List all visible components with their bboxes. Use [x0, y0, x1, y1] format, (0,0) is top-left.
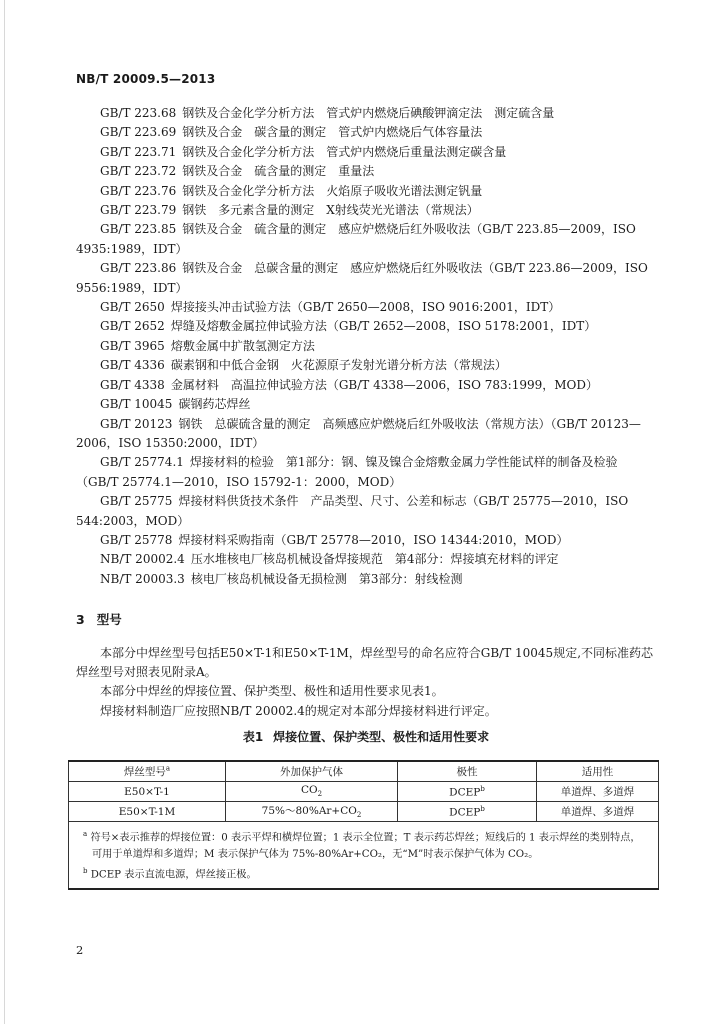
reference-item: [76, 123, 656, 142]
reference-code: GB/T 223.86: [100, 261, 177, 276]
header-cell-usage: 适用性: [537, 761, 659, 782]
standard-header: NB/T 20009.5—2013: [76, 72, 216, 86]
section-number: 3: [76, 612, 85, 627]
reference-item: [76, 201, 656, 220]
cell-gas: $CO_2$: [226, 782, 398, 802]
cell-polarity: DCEP$^b$: [398, 782, 537, 802]
table-notes-row: [69, 822, 659, 889]
table-note: [83, 826, 650, 863]
reference-list: [76, 104, 656, 589]
reference-item: [76, 531, 656, 550]
reference-code: GB/T 25774.1: [100, 455, 184, 470]
reference-code: GB/T 2650: [100, 300, 165, 315]
reference-title: 焊接接头冲击试验方法（GB/T 2650—2008，ISO 9016:2001，IDT）: [170, 300, 561, 315]
reference-item: [76, 550, 656, 569]
reference-item: [76, 104, 656, 123]
reference-code: GB/T 223.68: [100, 106, 177, 120]
reference-item: [76, 220, 656, 259]
reference-title: 钢铁及合金 硫含量的测定 感应炉燃烧后红外吸收法（GB/T 223.85—2009，ISO 4935:1989，IDT）: [76, 222, 636, 256]
requirements-table: [68, 760, 659, 890]
reference-item: [76, 395, 656, 414]
reference-code: GB/T 223.69: [100, 125, 177, 140]
reference-code: NB/T 20003.3: [100, 571, 185, 586]
reference-title: 焊接材料供货技术条件 产品类型、尺寸、公差和标志（GB/T 25775—2010，ISO 544:2003，MOD）: [76, 494, 629, 528]
reference-code: GB/T 25775: [100, 494, 173, 509]
note-text: 符号×表示推荐的焊接位置：0 表示平焊和横焊位置；1 表示全位置；T 表示药芯焊丝；短线后的 1 表示焊丝的类别特点，可用于单道焊和多道焊；M 表示保护气体为 75%-80%Ar+CO₂，无“M”时表示保护气体为 CO₂。: [90, 832, 641, 861]
header-cell-model: 焊丝型号$^a$: [69, 761, 226, 782]
reference-title: 焊接材料采购指南（GB/T 25778—2010，ISO 14344:2010，MOD）: [178, 532, 569, 547]
reference-item: [76, 570, 656, 589]
reference-item: [76, 356, 656, 375]
reference-item: [76, 143, 656, 162]
cell-model: E50×T-1M: [69, 802, 226, 822]
reference-item: [76, 453, 656, 492]
reference-title: 核电厂核岛机械设备无损检测 第3部分：射线检测: [190, 571, 463, 586]
reference-item: [76, 162, 656, 181]
reference-title: 压水堆核电厂核岛机械设备焊接规范 第4部分：焊接填充材料的评定: [190, 552, 559, 567]
table-notes: [69, 822, 659, 889]
body-paragraph: 本部分中焊丝的焊接位置、保护类型、极性和适用性要求见表1。: [100, 684, 444, 699]
reference-title: 碳素钢和中低合金钢 火花源原子发射光谱分析方法（常规法）: [170, 358, 507, 373]
reference-title: 焊缝及熔敷金属拉伸试验方法（GB/T 2652—2008，ISO 5178:2001，IDT）: [170, 319, 597, 334]
footnote-mark: a: [165, 764, 171, 773]
table-caption-text: 焊接位置、保护类型、极性和适用性要求: [273, 730, 490, 744]
reference-code: GB/T 223.76: [100, 183, 177, 198]
reference-code: GB/T 223.71: [100, 144, 177, 159]
reference-code: GB/T 223.72: [100, 164, 177, 179]
reference-item: [76, 259, 656, 298]
reference-code: GB/T 223.85: [100, 222, 177, 237]
reference-title: 钢铁及合金 碳含量的测定 管式炉内燃烧后气体容量法: [182, 125, 483, 140]
cell-gas: $75\%\sim 80\%Ar+CO_2$: [226, 802, 398, 822]
cell-polarity: DCEP$^b$: [398, 802, 537, 822]
table-row: [69, 782, 659, 802]
reference-title: 钢铁及合金化学分析方法 管式炉内燃烧后重量法测定碳含量: [182, 144, 507, 159]
reference-title: 金属材料 高温拉伸试验方法（GB/T 4338—2006，ISO 783:1999，MOD）: [170, 377, 599, 392]
reference-item: [76, 415, 656, 454]
section-title: 型号: [96, 612, 122, 627]
reference-title: 钢铁 多元素含量的测定 X射线荧光光谱法（常规法）: [182, 203, 479, 218]
reference-code: GB/T 223.79: [100, 203, 177, 218]
table-caption: [76, 728, 656, 745]
cell-usage: 单道焊、多道焊: [537, 782, 659, 802]
body-paragraph: 本部分中焊丝型号包括E50×T-1和E50×T-1M，焊丝型号的命名应符合GB/T 10045规定,不同标准药芯焊丝型号对照表见附录A。: [76, 646, 654, 680]
reference-code: GB/T 25778: [100, 532, 173, 547]
cell-usage: 单道焊、多道焊: [537, 802, 659, 822]
reference-code: GB/T 3965: [100, 338, 165, 353]
reference-item: [76, 337, 656, 356]
body-paragraph: 焊接材料制造厂应按照NB/T 20002.4的规定对本部分焊接材料进行评定。: [100, 703, 497, 718]
scan-edge: [4, 0, 5, 1024]
reference-item: [76, 492, 656, 531]
note-text: DCEP 表示直流电源，焊丝接正极。: [90, 869, 257, 881]
reference-code: GB/T 4338: [100, 377, 165, 392]
reference-title: 焊接材料的检验 第1部分：钢、镍及镍合金熔敷金属力学性能试样的制备及检验（GB/T 25774.1—2010，ISO 15792-1：2000，MOD）: [76, 455, 618, 489]
reference-title: 熔敷金属中扩散氢测定方法: [170, 338, 315, 353]
table-row: [69, 802, 659, 822]
header-cell-gas: 外加保护气体: [226, 761, 398, 782]
table-number: 表1: [242, 730, 264, 744]
reference-code: GB/T 2652: [100, 319, 165, 334]
page-number: 2: [76, 943, 84, 957]
reference-code: NB/T 20002.4: [100, 552, 185, 567]
reference-title: 钢铁及合金 总碳含量的测定 感应炉燃烧后红外吸收法（GB/T 223.86—2009，ISO 9556:1989，IDT）: [76, 261, 648, 295]
reference-title: 钢铁及合金化学分析方法 火焰原子吸收光谱法测定钒量: [182, 183, 483, 198]
note-mark: a: [83, 830, 88, 838]
reference-code: GB/T 10045: [100, 397, 173, 412]
header-cell-polarity: 极性: [398, 761, 537, 782]
table-header-row: [69, 761, 659, 782]
reference-item: [76, 376, 656, 395]
reference-item: [76, 317, 656, 336]
reference-code: GB/T 20123: [100, 416, 173, 431]
note-mark: b: [83, 867, 88, 876]
reference-code: GB/T 4336: [100, 358, 165, 373]
reference-item: [76, 298, 656, 317]
cell-model: E50×T-1: [69, 782, 226, 802]
reference-item: [76, 182, 656, 201]
reference-title: 钢铁及合金化学分析方法 管式炉内燃烧后碘酸钾滴定法 测定硫含量: [182, 106, 555, 120]
section-heading: [76, 610, 122, 628]
table-note: [83, 863, 650, 883]
reference-title: 碳钢药芯焊丝: [178, 397, 251, 412]
section-body: [76, 644, 656, 721]
reference-title: 钢铁及合金 硫含量的测定 重量法: [182, 164, 375, 179]
reference-title: 钢铁 总碳硫含量的测定 高频感应炉燃烧后红外吸收法（常规方法）（GB/T 20123—2006，ISO 15350:2000，IDT）: [76, 416, 641, 450]
